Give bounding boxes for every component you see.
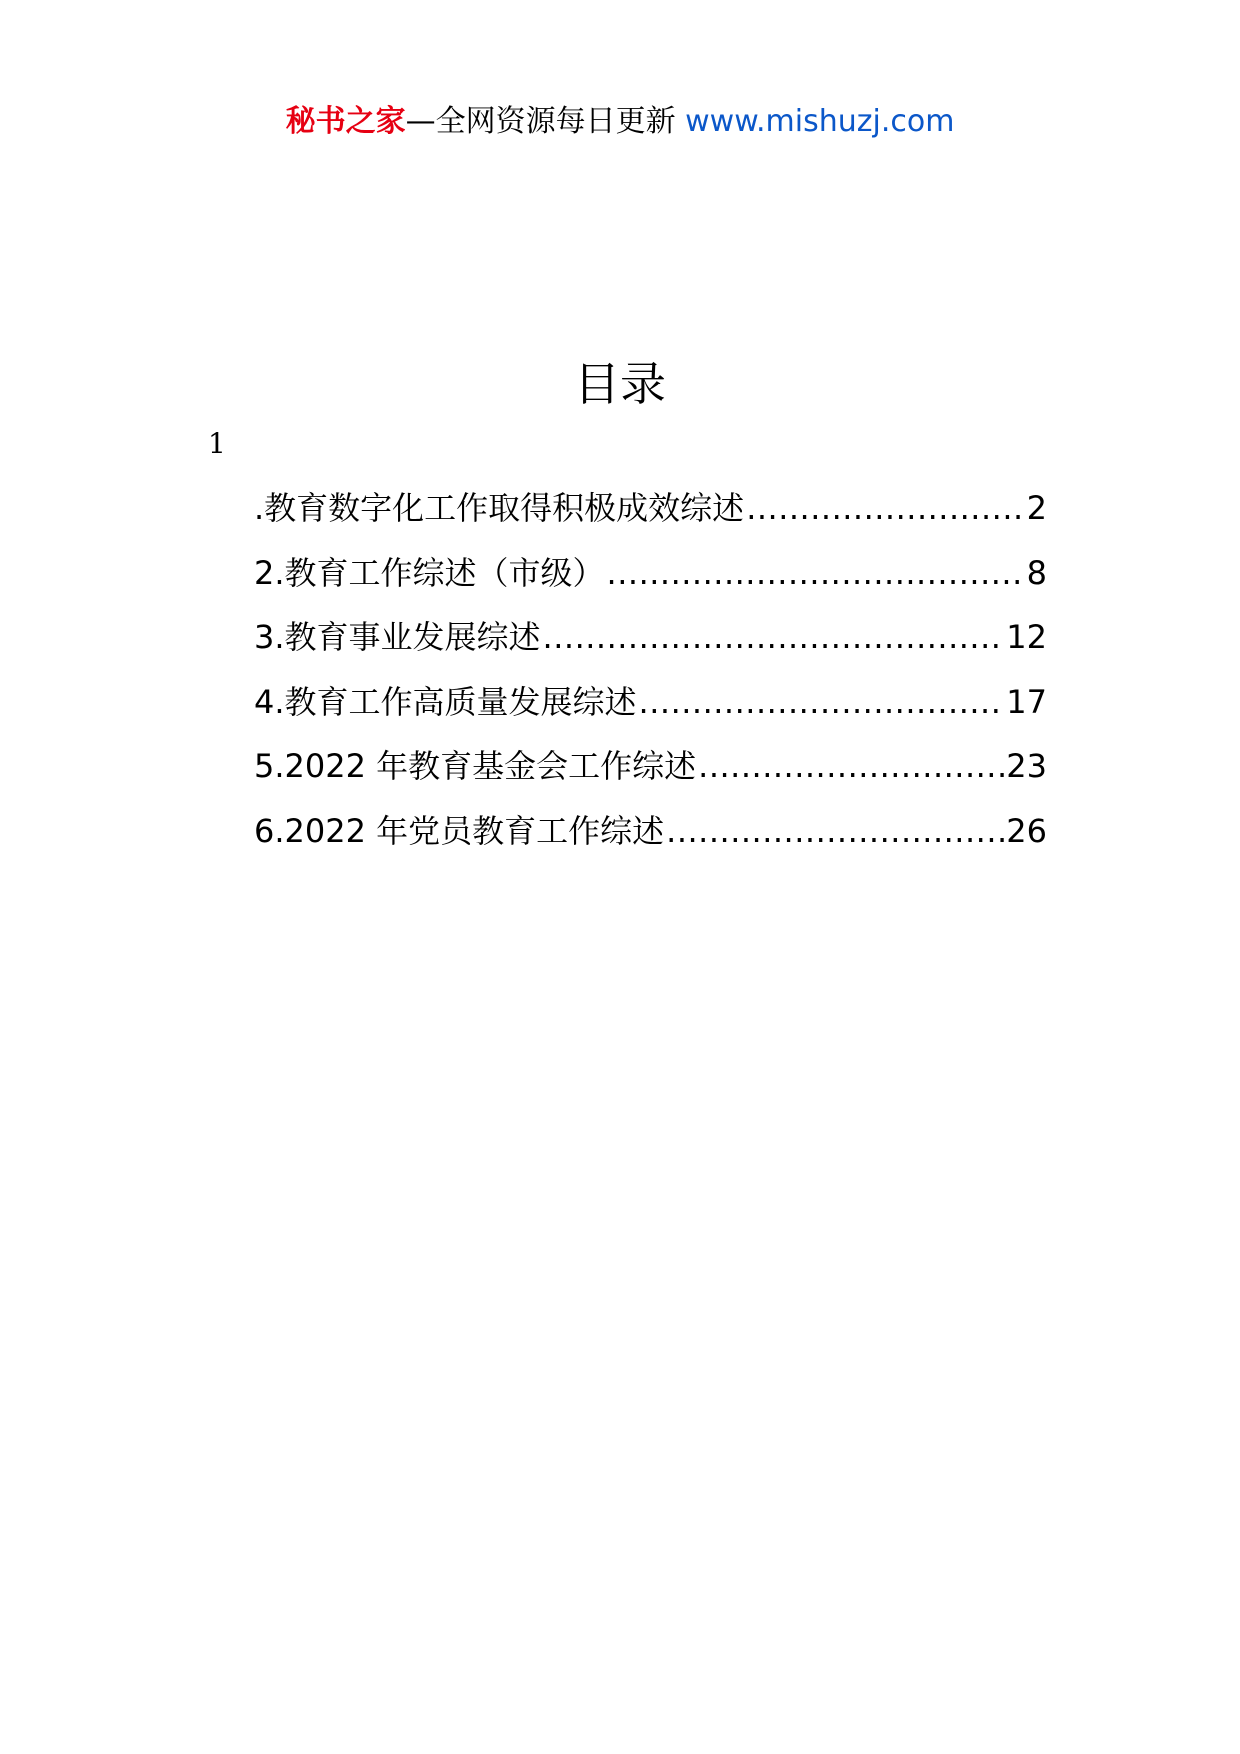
toc-dot-leader — [698, 742, 1004, 790]
toc-entry-title: 3.教育事业发展综述 — [254, 618, 541, 656]
toc-entry[interactable] — [254, 807, 1047, 872]
toc-page-number: 17 — [1006, 682, 1047, 721]
site-header — [0, 100, 1240, 144]
toc-dot-leader — [666, 807, 1004, 855]
toc-page-number: 23 — [1006, 747, 1047, 785]
toc-page-number: 8 — [1026, 553, 1047, 592]
toc-list-number: 1 — [208, 427, 226, 460]
toc-entry-title: .教育数字化工作取得积极成效综述 — [254, 489, 745, 527]
toc-entry-title: 6.2022 年党员教育工作综述 — [254, 811, 665, 850]
toc-entry[interactable] — [254, 742, 1047, 807]
toc-entry-title: 5.2022 年教育基金会工作综述 — [254, 747, 697, 785]
toc-dot-leader — [607, 549, 1025, 597]
toc-page-number: 26 — [1006, 811, 1047, 850]
toc-dot-leader — [543, 613, 1005, 661]
toc-entry-title: 2.教育工作综述（市级） — [254, 553, 605, 592]
toc-entry[interactable] — [254, 613, 1047, 678]
site-url-link[interactable]: www.mishuzj.com — [685, 104, 955, 139]
toc-entry[interactable] — [254, 484, 1047, 549]
toc-entry[interactable] — [254, 678, 1047, 743]
toc-dot-leader — [746, 484, 1024, 532]
brand-name: 秘书之家 — [285, 104, 406, 139]
toc-title: 目录 — [574, 357, 666, 411]
toc-entry[interactable] — [254, 549, 1047, 614]
toc-entry-title: 4.教育工作高质量发展综述 — [254, 682, 637, 721]
table-of-contents — [254, 484, 1047, 871]
header-tagline: —全网资源每日更新 — [405, 104, 676, 139]
toc-page-number: 2 — [1026, 489, 1047, 527]
toc-dot-leader — [639, 678, 1005, 726]
toc-page-number: 12 — [1006, 618, 1047, 656]
